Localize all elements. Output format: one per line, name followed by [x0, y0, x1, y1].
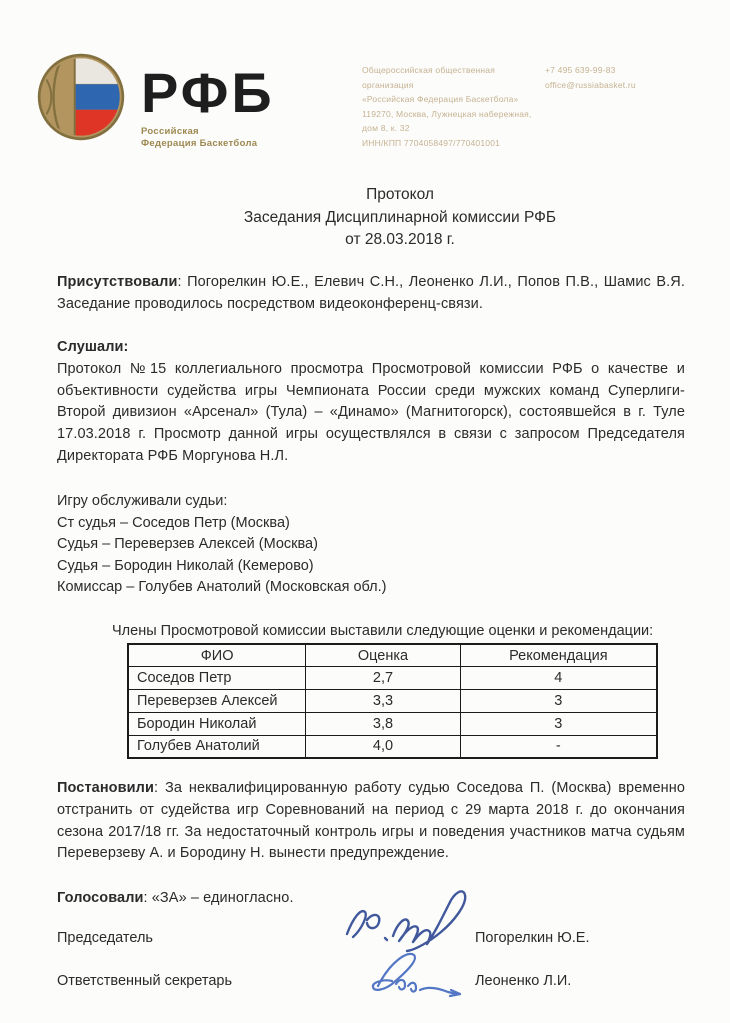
table-row: [128, 667, 657, 690]
title-line-1: Протокол: [366, 186, 434, 203]
heard-text: Протокол №15 коллегиального просмотра Просмотровой комиссии РФБ о качестве и объективности судейства игры Чемпионата России среди мужских команд Суперлиги-Второй дивизион «Арсенал» (Тула) – «Динамо» (Магнитогорск), состоявшейся в г. Туле 17.03.2018 г. Просмотр данной игры осуществлялся в связи с запросом Председателя Директората РФБ Моргунова Н.Л.: [57, 360, 685, 464]
chairman-role-label: Председатель: [57, 930, 153, 946]
table-header-recommendation: Рекомендация: [460, 644, 657, 667]
table-cell-name: Голубев Анатолий: [128, 735, 306, 758]
table-row: [128, 690, 657, 713]
basketball-flag-icon: [36, 52, 126, 142]
table-header-score: Оценка: [306, 644, 460, 667]
table-cell-score: 4,0: [306, 735, 460, 758]
officials-line: Ст судья – Соседов Петр (Москва): [57, 514, 290, 531]
voting-text: : «ЗА» – единогласно.: [143, 890, 294, 906]
secretary-role-label: Ответственный секретарь: [57, 973, 233, 989]
officials-heading: Игру обслуживали судьи:: [57, 493, 228, 509]
ratings-intro: Члены Просмотровой комиссии выставили следующие оценки и рекомендации:: [112, 623, 654, 639]
officials-line: Комиссар – Голубев Анатолий (Московская обл.): [57, 579, 387, 596]
letterhead-org-block: [362, 63, 547, 150]
attendees-lead: Присутствовали: [57, 274, 178, 290]
table-row: [128, 712, 657, 735]
resolution-text: : За неквалифицированную работу судью Соседова П. (Москва) временно отстранить от судейства игр Соревнований на период с 29 марта 2018 г. до окончания сезона 2017/18 гг. За недостаточный контроль игры и поведения участников матча судьям Переверзеву А. и Бородину Н. вынести предупреждение.: [57, 780, 685, 862]
ratings-table: [127, 643, 658, 759]
letterhead-email: office@russiabasket.ru: [545, 79, 636, 90]
table-cell-score: 2,7: [306, 667, 460, 690]
resolution-paragraph: [57, 778, 685, 865]
officials-list: [57, 491, 685, 599]
document-title: [90, 184, 710, 252]
attendees-text: : Погорелкин Ю.Е., Елевич С.Н., Леоненко Л.И., Попов П.В., Шамис В.Я. Заседание проводилось посредством видеоконференц-связи.: [57, 274, 685, 312]
brand-abbreviation: РФБ: [141, 61, 275, 124]
resolution-lead: Постановили: [57, 780, 154, 796]
brand-caption-line2: Федерация Баскетбола: [141, 137, 258, 149]
voting-lead: Голосовали: [57, 890, 144, 906]
chairman-name: Погорелкин Ю.Е.: [475, 930, 590, 946]
letterhead-phone: +7 495 639-99-83: [545, 65, 616, 75]
table-header-name: ФИО: [128, 644, 306, 667]
letterhead-org-line1: Общероссийская общественная организация: [362, 65, 496, 90]
secretary-signature-icon: [362, 944, 489, 1002]
heard-heading: Слушали:: [57, 339, 129, 355]
brand-caption-line1: Российская: [141, 126, 199, 137]
table-cell-recommendation: 3: [460, 712, 657, 735]
letterhead-address: 119270, Москва, Лужнецкая набережная, дом 8, к. 32: [362, 108, 532, 133]
officials-line: Судья – Бородин Николай (Кемерово): [57, 557, 314, 574]
letterhead-inn: ИНН/КПП 7704058497/770401001: [362, 137, 501, 148]
brand-caption: [141, 126, 275, 149]
title-line-2: Заседания Дисциплинарной комиссии РФБ: [243, 208, 557, 226]
secretary-name: Леоненко Л.И.: [475, 973, 572, 989]
table-row: [128, 735, 657, 758]
officials-line: Судья – Переверзев Алексей (Москва): [57, 536, 318, 553]
letterhead-contact-block: [545, 63, 715, 92]
table-cell-recommendation: -: [460, 735, 657, 758]
table-cell-name: Переверзев Алексей: [128, 690, 306, 713]
attendees-paragraph: [57, 272, 685, 316]
table-cell-name: Бородин Николай: [128, 712, 306, 735]
letterhead-org-line2: «Российская Федерация Баскетбола»: [362, 94, 519, 104]
table-cell-score: 3,8: [306, 712, 460, 735]
rfb-wordmark: [141, 61, 275, 149]
title-line-3: от 28.03.2018 г.: [345, 231, 455, 248]
heard-section: [57, 337, 685, 468]
table-cell-name: Соседов Петр: [128, 667, 306, 690]
rfb-logo: [36, 52, 275, 149]
table-cell-recommendation: 3: [460, 690, 657, 713]
table-cell-score: 3,3: [306, 690, 460, 713]
ratings-table-wrap: [127, 643, 658, 759]
table-header-row: [128, 644, 657, 667]
table-cell-recommendation: 4: [460, 667, 657, 690]
